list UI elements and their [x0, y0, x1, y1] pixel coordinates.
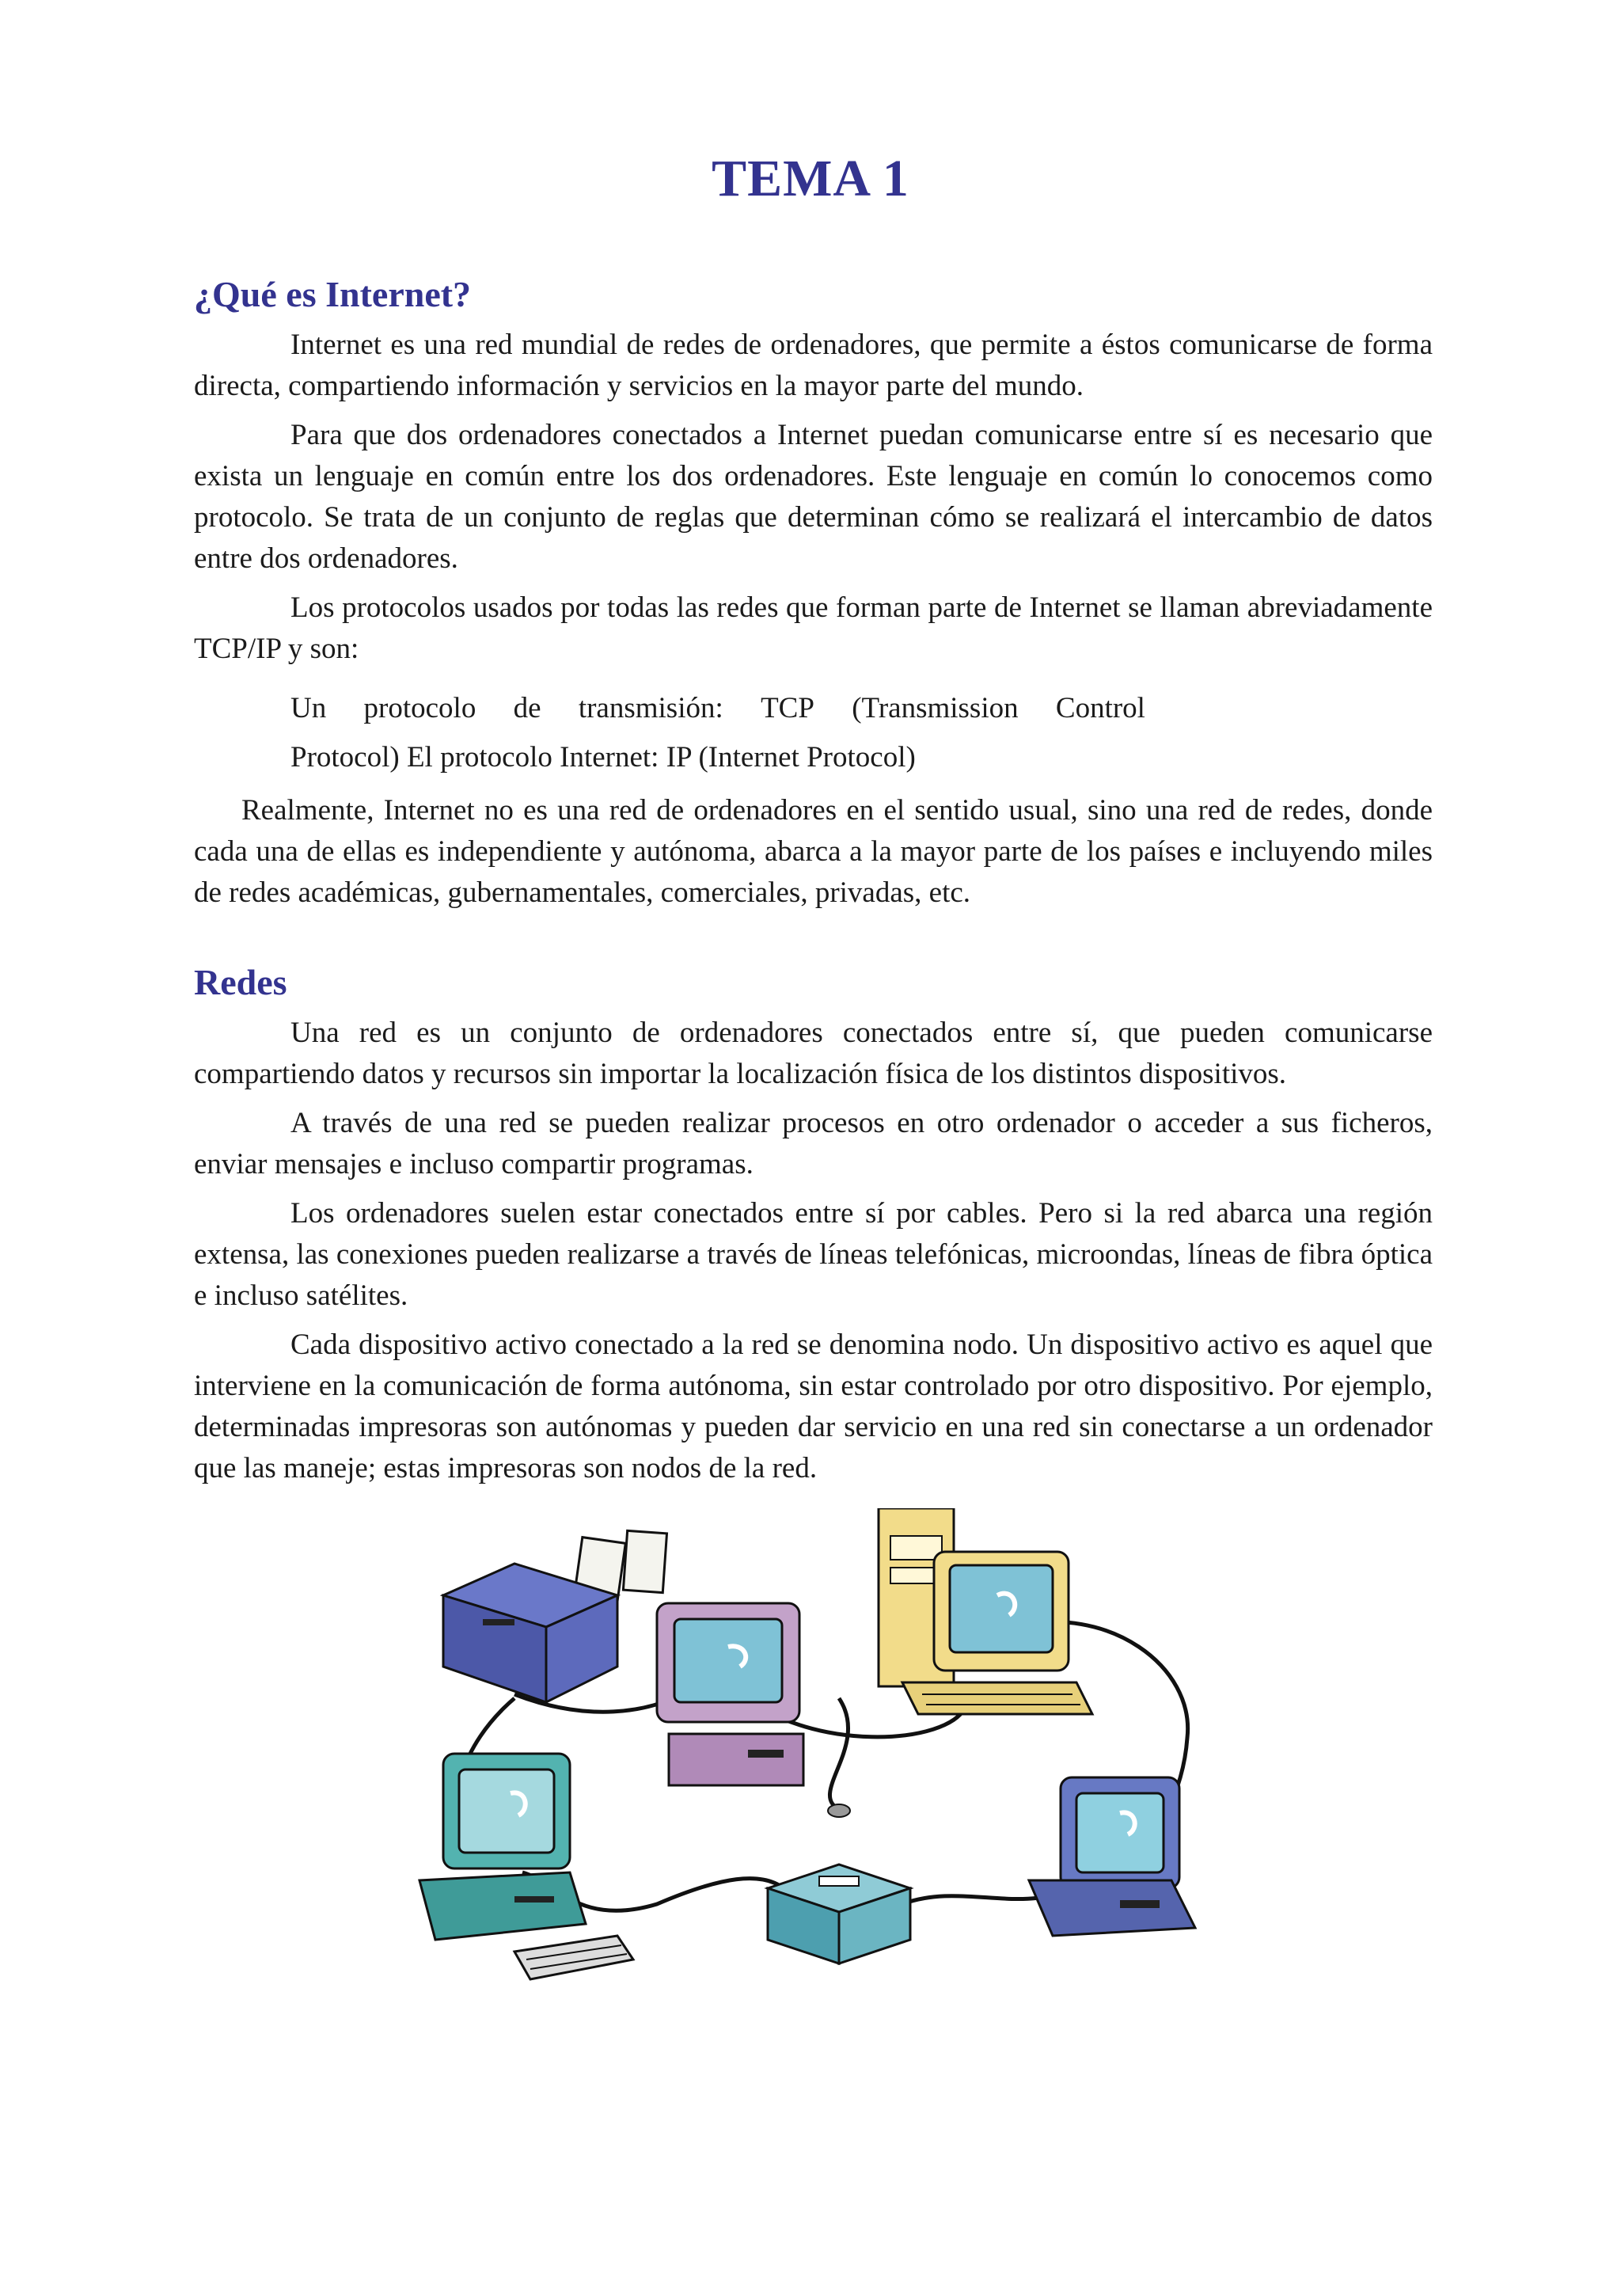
protocol-word: Un — [290, 692, 327, 724]
protocol-word: de — [513, 692, 541, 724]
protocol-word: (Transmission — [852, 692, 1019, 724]
protocol-word: transmisión: — [578, 692, 723, 724]
computer-yellow-icon — [879, 1508, 1092, 1714]
modem-icon — [768, 1865, 910, 1963]
protocol-list — [290, 684, 1145, 782]
paragraph: Los ordenadores suelen estar conectados entre sí por cables. Pero si la red abarca una región extensa, las conexiones pueden realizarse a través de líneas telefónicas, microondas, líneas de fibra óptica e incluso satélites. — [194, 1197, 1433, 1312]
paragraph: Cada dispositivo activo conectado a la red se denomina nodo. Un dispositivo activo es aquel que interviene en la comunicación de forma autónoma, sin estar controlado por otro dispositivo. Por ejemplo, determinadas impresoras son autónomas y pueden dar servicio en una red sin conectarse a un ordenador que las maneje; estas impresoras son nodos de la red. — [194, 1329, 1433, 1484]
document-body — [194, 273, 1433, 1497]
section-heading-redes: Redes — [194, 962, 287, 1002]
paragraph: Los protocolos usados por todas las redes que forman parte de Internet se llaman abreviadamente TCP/IP y son: — [194, 591, 1433, 665]
paragraph: Internet es una red mundial de redes de ordenadores, que permite a éstos comunicarse de forma directa, compartiendo información y servicios en la mayor parte del mundo. — [194, 329, 1433, 402]
paragraph: A través de una red se pueden realizar procesos en otro ordenador o acceder a sus ficheros, enviar mensajes e incluso compartir programas. — [194, 1107, 1433, 1180]
paragraph: Realmente, Internet no es una red de ordenadores en el sentido usual, sino una red de redes, donde cada una de ellas es independiente y autónoma, abarca a la mayor parte de los países e incluyendo miles de redes académicas, gubernamentales, comerciales, privadas, etc. — [194, 794, 1433, 909]
paragraph: Para que dos ordenadores conectados a Internet puedan comunicarse entre sí es necesario que exista un lenguaje en común entre los dos ordenadores. Este lenguaje en común lo conocemos como protocolo. Se trata de un conjunto de reglas que determinan cómo se realizará el intercambio de datos entre dos ordenadores. — [194, 419, 1433, 575]
page-title: TEMA 1 — [712, 150, 909, 207]
protocol-word: protocolo — [363, 692, 476, 724]
computer-purple-icon — [657, 1603, 850, 1817]
protocol-line-1 — [290, 684, 1145, 733]
printer-icon — [443, 1530, 667, 1702]
paragraph: Una red es un conjunto de ordenadores conectados entre sí, que pueden comunicarse compartiendo datos y recursos sin importar la localización física de los distintos dispositivos. — [194, 1017, 1433, 1090]
network-illustration — [396, 1508, 1251, 2015]
computer-blue-icon — [1029, 1777, 1195, 1936]
section-heading-internet: ¿Qué es Internet? — [194, 274, 472, 314]
protocol-line-2: Protocol) El protocolo Internet: IP (Internet Protocol) — [290, 741, 916, 774]
protocol-word: Control — [1055, 692, 1145, 724]
protocol-word: TCP — [761, 692, 814, 724]
cable — [829, 1698, 848, 1809]
computer-teal-icon — [419, 1754, 633, 1979]
